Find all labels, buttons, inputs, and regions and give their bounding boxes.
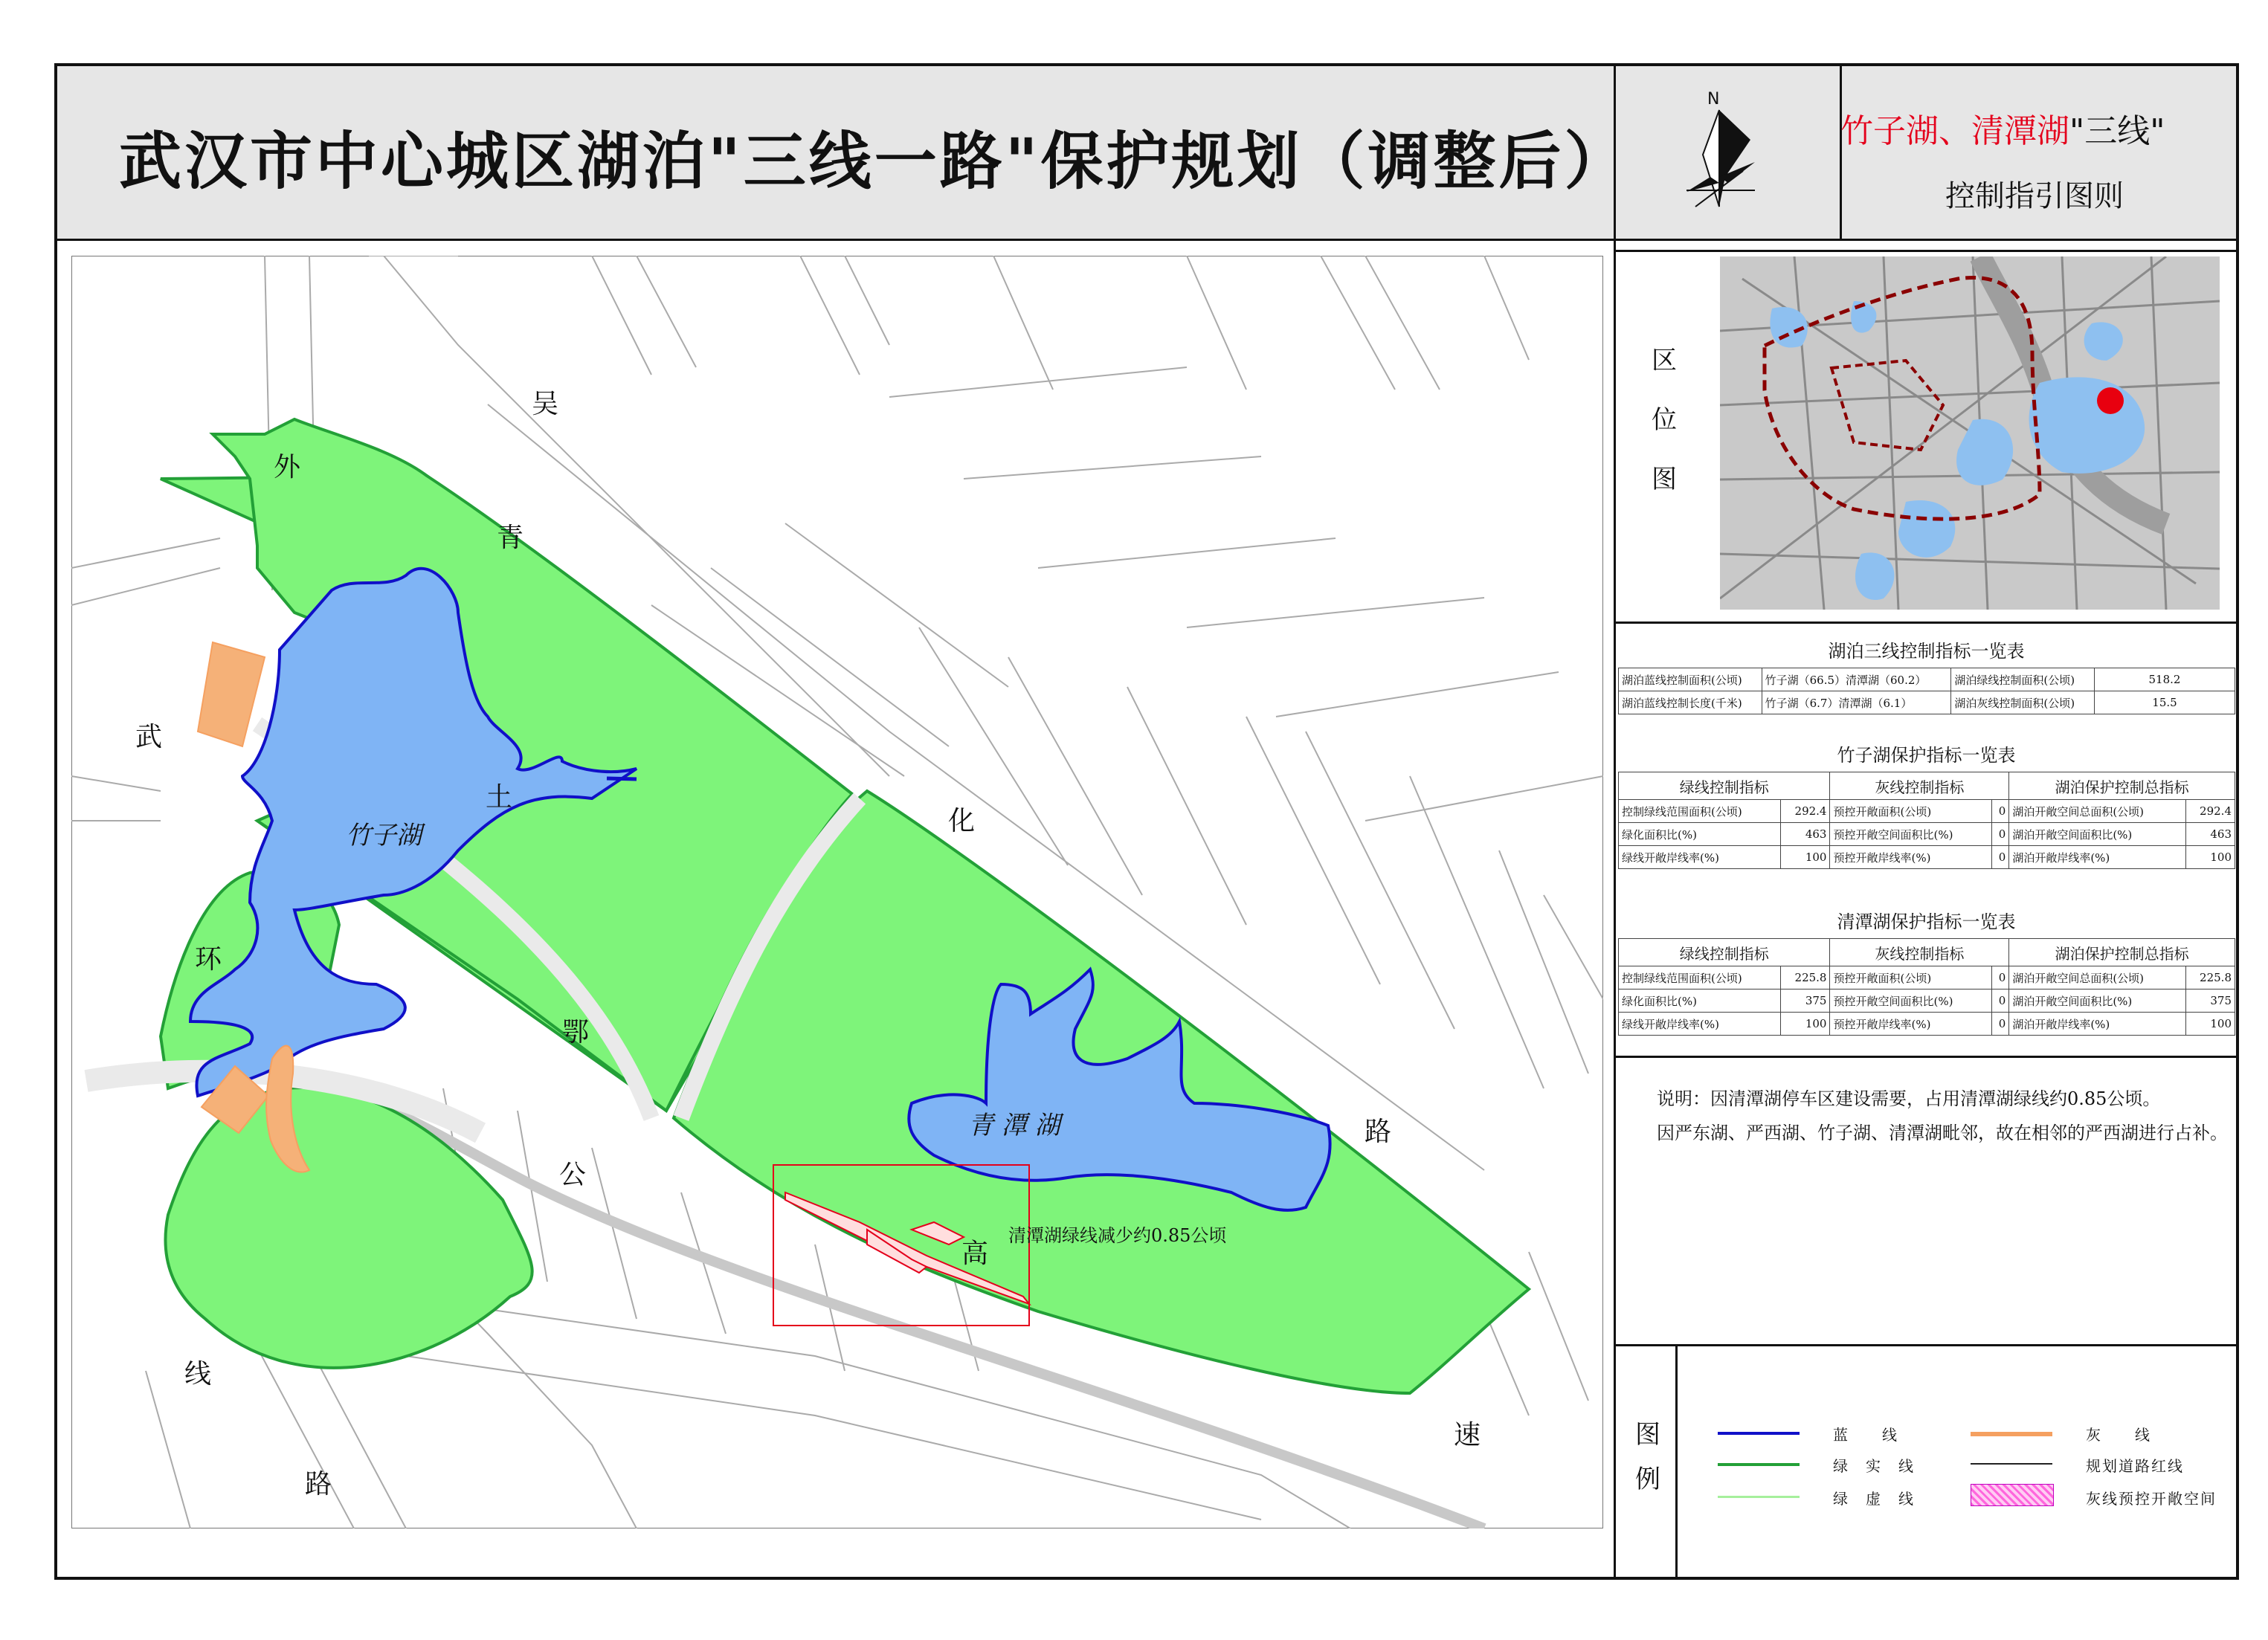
road-label-su: 速 <box>1454 1420 1481 1450</box>
table-cell: 绿化面积比(%) <box>1619 823 1781 846</box>
table-row <box>1619 668 2235 691</box>
road-label-xian: 线 <box>184 1359 212 1389</box>
table-cell: 0 <box>1991 990 2009 1013</box>
table-cell: 预控开敞岸线率(%) <box>1830 1013 1991 1036</box>
subtitle-lake-names: 竹子湖、清潭湖 <box>1840 112 2069 150</box>
table-cell: 0 <box>1991 1013 2009 1036</box>
table-row <box>1619 846 2235 869</box>
table-cell: 湖泊开敞空间总面积(公顷) <box>2009 966 2185 990</box>
table-cell: 0 <box>1991 800 2009 823</box>
location-label-3: 图 <box>1652 465 1677 494</box>
table-cell: 湖泊蓝线控制长度(千米) <box>1619 691 1762 714</box>
explanation-line-1: 说明：因清潭湖停车区建设需要，占用清潭湖绿线约0.85公顷。 <box>1657 1088 2161 1109</box>
main-map <box>71 256 1603 1528</box>
table-cell: 463 <box>1781 823 1830 846</box>
road-label-hua: 化 <box>948 806 976 836</box>
table-header: 灰线控制指标 <box>1830 772 2009 800</box>
legend-green-solid-line <box>1718 1463 1800 1466</box>
map-note-greenline-reduction: 清潭湖绿线减少约0.85公顷 <box>1008 1225 1227 1246</box>
road-label-wu2: 武 <box>135 722 163 752</box>
location-map <box>1720 256 2220 610</box>
table-cell: 100 <box>2185 846 2235 869</box>
qingtan-table <box>1618 938 2235 1036</box>
title-divider-1 <box>1614 66 1616 1578</box>
location-label-2: 位 <box>1652 405 1677 435</box>
explanation-text <box>1657 1082 2228 1150</box>
road-label-lu-south: 路 <box>305 1469 332 1499</box>
table-cell: 463 <box>2185 823 2235 846</box>
table-cell: 湖泊绿线控制面积(公顷) <box>1951 668 2095 691</box>
table-row <box>1619 691 2235 714</box>
road-label-gong: 公 <box>559 1160 587 1190</box>
table-cell: 湖泊开敞空间面积比(%) <box>2009 823 2185 846</box>
legend-green-dashed-line <box>1718 1496 1800 1498</box>
legend-grey-open-swatch <box>1971 1484 2054 1506</box>
table-row <box>1619 823 2235 846</box>
table-cell: 预控开敞面积(公顷) <box>1830 800 1991 823</box>
table-cell: 0 <box>1991 823 2009 846</box>
panel-divider-3 <box>1615 1056 2238 1058</box>
road-label-lu-east: 路 <box>1365 1117 1392 1147</box>
table-cell: 预控开敞面积(公顷) <box>1830 966 1991 990</box>
subtitle-guide: 控制指引图则 <box>1945 179 2124 213</box>
legend-grey-open-label: 灰线预控开敞空间 <box>2086 1490 2217 1508</box>
table-cell: 225.8 <box>1781 966 1830 990</box>
table-cell: 100 <box>2185 1013 2235 1036</box>
table-cell: 0 <box>1991 966 2009 990</box>
road-label-e: 鄂 <box>562 1017 590 1047</box>
legend-blue-label: 蓝 线 <box>1833 1426 1898 1444</box>
table-cell: 湖泊蓝线控制面积(公顷) <box>1619 668 1762 691</box>
qingtan-table-title: 清潭湖保护指标一览表 <box>1837 911 2016 932</box>
lake-label-qingtan: 青 潭 湖 <box>968 1111 1060 1140</box>
table-cell: 292.4 <box>2185 800 2235 823</box>
road-label-qing: 青 <box>497 523 524 553</box>
table-cell: 0 <box>1991 846 2009 869</box>
legend-divider <box>1675 1346 1678 1578</box>
legend-green-dashed-label: 绿 虚 线 <box>1833 1490 1915 1508</box>
table-cell: 100 <box>1781 846 1830 869</box>
road-label-wu: 吴 <box>532 389 559 419</box>
explanation-line-2: 因严东湖、严西湖、竹子湖、清潭湖毗邻，故在相邻的严西湖进行占补。 <box>1657 1123 2228 1143</box>
table-header: 灰线控制指标 <box>1830 939 2009 966</box>
panel-divider-2 <box>1615 622 2238 624</box>
road-label-wai: 外 <box>274 452 301 482</box>
legend-grey-line <box>1971 1432 2052 1436</box>
table-cell: 湖泊灰线控制面积(公顷) <box>1951 691 2095 714</box>
table-cell: 绿线开敞岸线率(%) <box>1619 1013 1781 1036</box>
table-cell: 绿化面积比(%) <box>1619 990 1781 1013</box>
table-cell: 预控开敞空间面积比(%) <box>1830 823 1991 846</box>
table-header: 湖泊保护控制总指标 <box>2009 772 2235 800</box>
three-line-table <box>1618 668 2235 714</box>
north-arrow-icon <box>1681 88 1800 214</box>
road-label-gao: 高 <box>961 1239 989 1269</box>
table-header: 湖泊保护控制总指标 <box>2009 939 2235 966</box>
table-header: 绿线控制指标 <box>1619 939 1830 966</box>
table-cell: 518.2 <box>2095 668 2235 691</box>
table-cell: 225.8 <box>2185 966 2235 990</box>
table-cell: 292.4 <box>1781 800 1830 823</box>
title-divider-2 <box>1840 66 1842 239</box>
table-cell: 预控开敞空间面积比(%) <box>1830 990 1991 1013</box>
zhuzi-table <box>1618 772 2235 869</box>
table-header: 绿线控制指标 <box>1619 772 1830 800</box>
table-cell: 375 <box>2185 990 2235 1013</box>
table-cell: 控制绿线范围面积(公顷) <box>1619 800 1781 823</box>
table-cell: 湖泊开敞岸线率(%) <box>2009 1013 2185 1036</box>
panel-divider-4 <box>1615 1344 2238 1346</box>
table-cell: 湖泊开敞岸线率(%) <box>2009 846 2185 869</box>
table-cell: 湖泊开敞空间总面积(公顷) <box>2009 800 2185 823</box>
table-header-row <box>1619 772 2235 800</box>
table-cell: 100 <box>1781 1013 1830 1036</box>
table-row <box>1619 990 2235 1013</box>
lake-label-zhuzi: 竹子湖 <box>346 821 422 850</box>
three-line-table-title: 湖泊三线控制指标一览表 <box>1828 641 2025 662</box>
road-label-huan: 环 <box>195 944 222 975</box>
table-row <box>1619 966 2235 990</box>
table-cell: 绿线开敞岸线率(%) <box>1619 846 1781 869</box>
location-label-1: 区 <box>1652 346 1677 375</box>
table-cell: 湖泊开敞空间面积比(%) <box>2009 990 2185 1013</box>
table-cell: 15.5 <box>2095 691 2235 714</box>
legend-label-2: 例 <box>1635 1465 1660 1494</box>
page-title: 武汉市中心城区湖泊"三线一路"保护规划（调整后） <box>119 125 1630 198</box>
table-header-row <box>1619 939 2235 966</box>
table-cell: 控制绿线范围面积(公顷) <box>1619 966 1781 990</box>
panel-divider-1 <box>1615 250 2238 252</box>
subtitle-three-lines: "三线" <box>2069 112 2165 150</box>
legend-blue-line <box>1718 1432 1800 1435</box>
table-cell: 竹子湖（6.7）清潭湖（6.1） <box>1762 691 1951 714</box>
table-row <box>1619 1013 2235 1036</box>
north-label: N <box>1707 90 1720 109</box>
legend-green-solid-label: 绿 实 线 <box>1833 1457 1915 1475</box>
location-marker <box>2097 387 2124 414</box>
table-cell: 预控开敞岸线率(%) <box>1830 846 1991 869</box>
legend-label-1: 图 <box>1635 1420 1660 1450</box>
table-cell: 375 <box>1781 990 1830 1013</box>
legend-road-red-line <box>1971 1463 2052 1465</box>
subtitle-lakes <box>1840 104 2165 152</box>
legend-road-red-label: 规划道路红线 <box>2086 1457 2184 1475</box>
table-cell: 竹子湖（66.5）清潭湖（60.2） <box>1762 668 1951 691</box>
road-label-tu: 土 <box>486 782 513 813</box>
zhuzi-table-title: 竹子湖保护指标一览表 <box>1837 745 2016 766</box>
table-row <box>1619 800 2235 823</box>
legend-grey-label: 灰 线 <box>2086 1426 2151 1444</box>
